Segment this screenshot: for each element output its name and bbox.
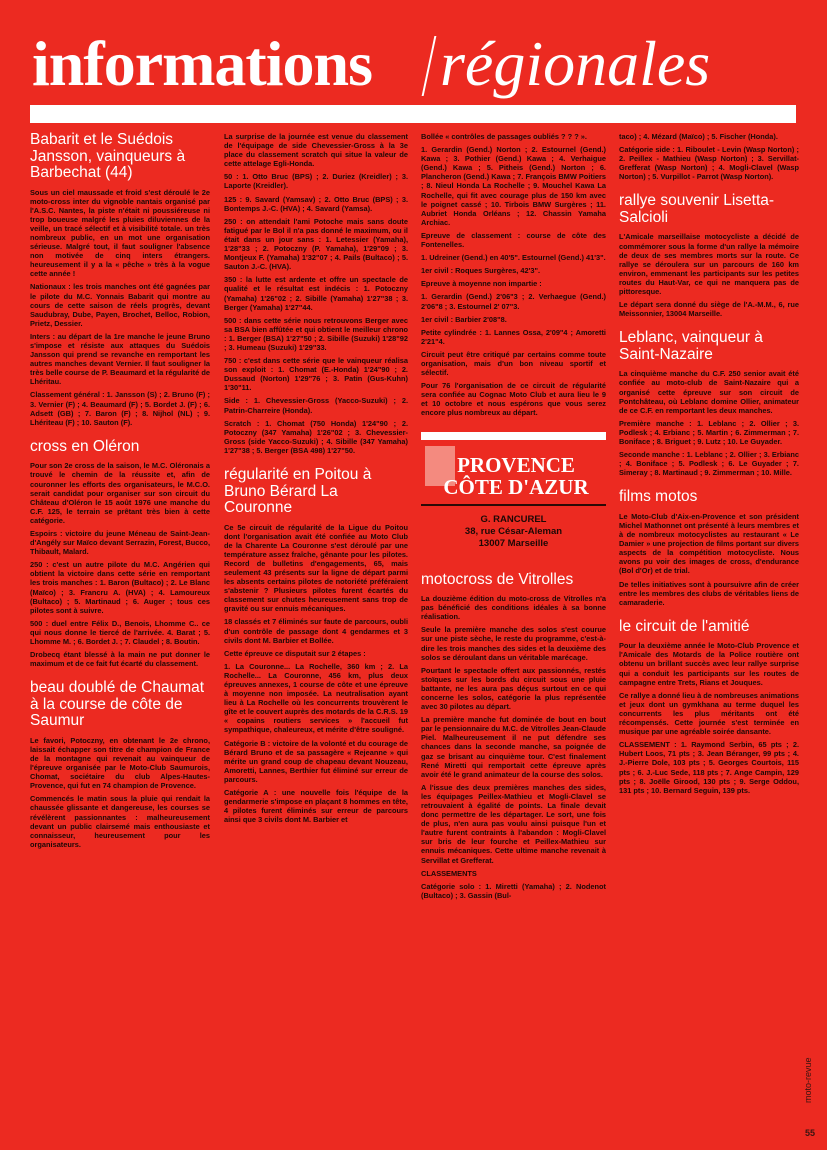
paragraph: 750 : c'est dans cette série que le vainqueur réalisa son exploit : 1. Chomat (E.-Honda) 1'24"90 ; 2. Dussaud (Norton) 1'29"76 ; 3. Patin (Gus-Kuhn) 1'30"11. [224, 356, 408, 393]
paragraph: Side : 1. Chevessier-Gross (Yacco-Suzuki) ; 2. Patrin-Charreire (Honda). [224, 396, 408, 415]
headline-chaumat: beau doublé de Chaumat à la course de côte de Saumur [30, 679, 205, 730]
masthead-bold: informations [32, 28, 372, 99]
masthead-italic: régionales [440, 28, 711, 99]
paragraph: Ce rallye a donné lieu à de nombreuses animations et jeux dont un gymkhana au terme duquel les concurrents les plus méritants ont été récompensés. Cette journée s'est terminée en musique par une agréable soirée dansante. [619, 690, 799, 737]
paragraph: Circuit peut être critiqué par certains comme toute organisation, mais d'un bon niveau sportif et sélectif. [421, 349, 606, 378]
masthead [28, 20, 808, 99]
paragraph: Pour la deuxième année le Moto-Club Provence et l'Amicale des Motards de la Police routière ont obtenu un brillant succès avec leur rallye surprise qui a conduit les participants sur les routes de campagne entre Trets, Rians et Jouques. [619, 641, 799, 687]
paragraph: CLASSEMENTS [421, 868, 477, 878]
paragraph: 1. Gerardin (Gend.) Norton ; 2. Estournel (Gend.) Kawa ; 3. Pothier (Gend.) Kawa ; 4. Verhaigue (Gend.) Kawa ; 5. Pitheis (Gend.) Norton ; 6. Plancheron (Gend.) Kawa ; 7. François BMW Poitiers ; 8. Nieul Honda La Rochelle ; 9. Mouchel Kawa La Rochelle, qui fit avec courage plus de 150 km avec le poignet cassé ; 10. Tirbois BMW Surgères ; 11. Aubriet Honda Orléans ; 12. Chassin Yamaha Archiac. [421, 145, 606, 227]
paragraph: Pour son 2e cross de la saison, le M.C. Oléronais a trouvé le chemin de la réussite et, afin de couronner les efforts des organisateurs, le M.C.O. serait candidat pour organiser sur son circuit du Château d'Oléron le 15 août 1976 une manche du C.F. 125, le terrain se prêtant très bien à cette catégorie. [30, 461, 210, 525]
paragraph: Bollée « contrôles de passages oubliés ? ? ? ». [421, 132, 587, 141]
paragraph: L'Amicale marseillaise motocycliste a décidé de commémorer sous la forme d'un rallye la mémoire de deux de ses membres morts sur la route. Ce rallye se déroulera sur un parcours de 160 km environ, emmenant les participants sur les petites routes du Haut-Var, ce qui ne manquera pas de pittoresque. [619, 232, 799, 297]
ad-street: 38, rue César-Aleman [464, 525, 563, 537]
column-3 [421, 132, 606, 1142]
advertisement [421, 432, 606, 562]
paragraph: Classement général : 1. Jansson (S) ; 2. Bruno (F) ; 3. Vernier (F) ; 4. Beaumard (F) ; 5. Bordet J. (F) ; 6. Adsett (GB) ; 7. Baron (F) ; 8. Nijhol (NL) ; 9. Lhériteau (F) ; 10. Sauton (F). [30, 390, 210, 427]
column-4 [619, 132, 799, 1142]
paragraph: La cinquième manche du C.F. 250 senior avait été confiée au moto-club de Saint-Nazaire qui a organisé cette épreuve sur son circuit de Pontchâteau, où Leblanc domine Ollier, animateur de ce C.F. en remportant les deux manches. [619, 369, 799, 415]
paragraph: CLASSEMENT : 1. Raymond Serbin, 65 pts ; 2. Hubert Loos, 71 pts ; 3. Jean Béranger, 99 pts ; 4. J.-Pierre Dole, 103 pts ; 5. Georges Courtois, 115 pts ; 6. J.-Luc Sede, 118 pts ; 7. Ange Campin, 129 pts ; 8. Joëlle Girood, 130 pts ; 9. Serge Oddou, 131 pts ; 10. Bernard Seguin, 139 pts. [619, 740, 799, 795]
paragraph: La douzième édition du moto-cross de Vitrolles n'a pas bénéficié des conditions idéales à sa bonne réalisation. [421, 594, 606, 622]
paragraph: 250 : on attendait l'ami Potoche mais sans doute fatigué par le Bol il n'a pas donné le maximum, ou il était dans un jour sans : 1. Letessier (Yamaha), 1'28"33 ; 2. Potoczny (P. Yamaha), 1'29"09 ; 3. Montjeux F. (Yamaha) 1'32"07 ; 4. Pails (Bultaco) ; 5. Sauton J.-C. (HVA). [224, 216, 408, 272]
paragraph: La surprise de la journée est venue du classement de l'équipage de side Chevessier-Gross à la 3e place du classement scratch qui situe la valeur de cette attelage Egli-Honda. [224, 132, 408, 169]
paragraph: Espoirs : victoire du jeune Méneau de Saint-Jean-d'Angély sur Maïco devant Serrazin, Forest, Bucco, Thibault, Malard. [30, 529, 210, 557]
paragraph: 1. La Couronne... La Rochelle, 360 km ; 2. La Rochelle... La Couronne, 456 km, plus deux épreuves annexes, 1 course de côte et une épreuve à moyenne non imposée. La neutralisation ayant lieu à La Rochelle où les concurrents trouvèrent le gîte et le couvert auprès des motards de la C.R.S. 19 « copains routiers services » l'accueil fut sympathique, chaleureux, et mérite d'être souligné. [224, 661, 408, 735]
paragraph: Petite cylindrée : 1. Lannes Ossa, 2'09"4 ; Amoretti 2'21"4. [421, 327, 606, 346]
paragraph: 500 : duel entre Félix D., Benois, Lhomme C.. ce qui nous donne le tiercé de l'arrivée. 4. Barat ; 5. Lhomme M. ; 6. Bordet J. ; 7. Claudel ; 8. Boutin. [30, 618, 210, 647]
headline-leblanc: Leblanc, vainqueur à Saint-Nazaire [619, 329, 763, 363]
header-rule [30, 105, 796, 123]
paragraph: Seule la première manche des solos s'est courue sur une piste sèche, le reste du programme, c'est-à-dire les trois manches des sides et la deuxième des solos se déroulant dans un véritable marécage. [421, 625, 606, 662]
paragraph: 1er civil : Barbier 2'08"8. [421, 314, 507, 324]
paragraph: Ce 5e circuit de régularité de la Ligue du Poitou dont l'organisation avait été confiée au Moto Club de la Charente La Couronne s'est déroulé par une température assez fraîche, gênante pour les pilotes. Record de bulletins d'engagements, 65, mais seulement 43 présents sur la ligne de départ parmi les absents certains pilotes de notoriété préféraient s'abstenir ? Plusieurs pilotes furent écartés du classement sur chutes heureusement sans trop de gravité ou sur ennuis mécaniques. [224, 522, 408, 614]
paragraph: 350 : la lutte est ardente et offre un spectacle de qualité et le résultat est indécis : 1. Potoczny (Yamaha) 1'26"02 ; 2. Sibille (Yamaha) 1'27"38 ; 3. Berger (Yamaha) 1'27"44. [224, 275, 408, 312]
paragraph: Sous un ciel maussade et froid s'est déroulé le 2e moto-cross inter du vignoble nantais organisé par l'A.S.C. Nantes, la piste n'était ni poussiéreuse ni trop boueuse malgré les pluies diluviennes de la veille, un tracé sélectif et à visibilité totale. un très nombreux public, en un mot une organisation sérieuse. Malgré tout, il faut souligner l'absence non motivée de cinq inters étrangers. heureusement il y a la « pêche » très à la vogue cette année ! [30, 187, 210, 279]
paragraph: taco) ; 4. Mézard (Maïco) ; 5. Fischer (Honda). [619, 132, 778, 141]
paragraph: Catégorie A : une nouvelle fois l'équipe de la gendarmerie s'impose en plaçant 8 hommes en tête, 4 pilotes furent éliminés sur erreur de parcours ainsi que 3 civils dont M. Barbier et [224, 788, 408, 825]
paragraph: Cette épreuve ce disputait sur 2 étapes : [224, 648, 366, 658]
paragraph: Le départ sera donné du siège de l'A.-M.M., 6, rue Meissonnier, 13004 Marseille. [619, 300, 799, 319]
paragraph: Pour 76 l'organisation de ce circuit de régularité sera confiée au Cognac Moto Club et aura lieu le 9 et 10 octobre et nous espérons que vous serez encore plus nombreux au départ. [421, 381, 606, 418]
paragraph: Epreuve de classement : course de côte des Fontenelles. [421, 230, 606, 250]
paragraph: Epreuve à moyenne non impartie : [421, 279, 542, 289]
paragraph: Seconde manche : 1. Leblanc ; 2. Ollier ; 3. Erbianc ; 4. Boniface ; 5. Podlesk ; 6. Le Guyader ; 7. Simeray ; 8. Martinaud ; 9. Zimmerman ; 10. Mille. [619, 450, 799, 478]
paragraph: La première manche fut dominée de bout en bout par le pensionnaire du M.C. de Vitrolles Jean-Claude Piel. Malheureusement il ne put défendre ses chances dans la seconde manche, sa poignée de gaz se brisant au cinquième tour. C'est finalement René Miretti qui remportait cette épreuve après avoir été le grand animateur de la course des solos. [421, 715, 606, 779]
column-2 [224, 132, 408, 1142]
headline-barbechat: Babarit et le Suédois Jansson, vainqueurs à Barbechat (44) [30, 132, 186, 181]
paragraph: Commencés le matin sous la pluie qui rendait la chaussée glissante et dangereuse, les courses se révélèrent passionnantes : malheureusement devant un public clairsemé mais enthousiaste et connaisseur, heureusement pour les organisateurs. [30, 794, 210, 849]
ad-divider [421, 504, 606, 506]
headline-amitie: le circuit de l'amitié [619, 617, 750, 635]
paragraph: A l'issue des deux premières manches des sides, les équipages Peillex-Mathieu et Mogli-Clavel se retrouvaient à égalité de points. La finale devait donc permettre de les départager. Le sort, une fois de plus, n'en aura pas voulu ainsi puisque l'un et l'autre furent contraints à l'abandon : Mogli-Clavel sur bris de leur fourche et Peillex-Mathieu sur ennuis mécaniques. Cette ultime manche revenait à Servillat et Grefferat. [421, 782, 606, 865]
paragraph: 18 classés et 7 éliminés sur faute de parcours, oubli d'un contrôle de passage dont 4 gendarmes et 3 civils dont M. Barbier et Bollée. [224, 617, 408, 645]
paragraph: Le favori, Potoczny, en obtenant le 2e chrono, laissait échapper son titre de champion de France de la montagne qui revenait au vainqueur de l'épreuve organisée par le Moto-Club Saumurois, Chomat, sociétaire du club Alpes-Hautes-Provence, qui fut en 74 champion de Provence. [30, 735, 210, 791]
paragraph: Scratch : 1. Chomat (750 Honda) 1'24"90 ; 2. Potoczny (347 Yamaha) 1'26"02 ; 3. Chevessier-Gross (side Yacco-Suzuki) ; 4. Sibille (347 Yamaha) 1'27"38 ; 5. Berger (BSA 498) 1'27"50. [224, 418, 408, 455]
paragraph: 50 : 1. Otto Bruc (BPS) ; 2. Duriez (Kreidler) ; 3. Laporte (Kreidler). [224, 172, 408, 191]
ad-top-bar [421, 432, 606, 440]
paragraph: 1. Udreiner (Gend.) en 40'5". Estournel (Gend.) 41'3". [421, 253, 606, 263]
headline-poitou: régularité en Poitou à Bruno Bérard La Couronne [224, 466, 372, 516]
paragraph: De telles initiatives sont à poursuivre afin de créer entre les membres des clubs de véritables liens de camaraderie. [619, 579, 799, 607]
paragraph: 1. Gerardin (Gend.) 2'06"3 ; 2. Verhaegue (Gend.) 2'06"8 ; 3. Estournel 2' 07"3. [421, 292, 606, 311]
paragraph: Nationaux : les trois manches ont été gagnées par le pilote du M.C. Yonnais Babarit qui montre au cours de cette saison de réels progrès, devant Saudubray, Dube, Payen, Brochet, Belloc, Robion, Prietz, Dessier. [30, 282, 210, 328]
paragraph: Catégorie solo : 1. Miretti (Yamaha) ; 2. Nodenot (Bultaco) ; 3. Gassin (Bul- [421, 881, 606, 900]
paragraph: 1er civil : Roques Surgères, 42'3". [421, 266, 541, 276]
ad-title: PROVENCE CÔTE D'AZUR [443, 452, 589, 499]
headline-oleron: cross en Oléron [30, 437, 140, 455]
headline-lisetta: rallye souvenir Lisetta-Salcioli [619, 192, 775, 226]
paragraph: 125 : 9. Savard (Yamsav) ; 2. Otto Bruc (BPS) ; 3. Bontemps J.-C. (HVA) ; 4. Savard (Yamsa). [224, 194, 408, 213]
headline-vitrolles: motocross de Vitrolles [421, 570, 574, 588]
paragraph: 500 : dans cette série nous retrouvons Berger avec sa BSA bien affûtée et qui obtient le meilleur chrono : 1. Berger (BSA) 1'27"50 ; 2. Sibille (Suzuki) 1'28"92 ; 3. Humeau (Suzuki) 1'29"33. [224, 315, 408, 352]
paragraph: Le Moto-Club d'Aix-en-Provence et son président Michel Mathonnet ont présenté à leurs membres et à de nombreux motocyclistes au restaurant « Le Damier » une projection de films portant sur divers aspects de la compétition motocycliste. Nous avons pu voir des images de cross, d'endurance (Bol d'Or) et de trial. [619, 511, 799, 576]
paragraph: Catégorie B : victoire de la volonté et du courage de Bérard Bruno et de sa passagère « Rejeanne » qui mérite un grand coup de chapeau devant Nouzeau, Amoretti, Lannes, Berthier fut éliminé sur erreur de parcours. [224, 738, 408, 784]
paragraph: Drobecq étant blessé à la main ne put donner le maximum et de ce fait fut écarté du classement. [30, 650, 210, 669]
ad-name: G. RANCUREL [480, 513, 547, 525]
paragraph: Inters : au départ de la 1re manche le jeune Bruno s'impose et résiste aux attaques du Suédois Jansson qui prend se revanche en remportant les autres manches devant Vernier. Il faut souligner la très belle course de P. Beaumard et la régularité de Lhéritau. [30, 331, 210, 387]
paragraph: Pourtant le spectacle offert aux passionnés, restés stoïques sur les bords du circuit sous une pluie battante, ne les aura pas déçus surtout en ce qui concerne les solos, catégorie la plus représentée avec 30 pilotes au départ. [421, 665, 606, 712]
page-number: 55 [804, 1128, 815, 1138]
paragraph: Catégorie side : 1. Riboulet - Levin (Wasp Norton) ; 2. Peillex - Mathieu (Wasp Norton) ; 3. Servillat-Grefferat (Wasp Norton) ; 4. Mogli-Clavel (Wasp Norton) ; 5. Vurpillot - Parrot (Wasp Norton). [619, 145, 799, 182]
ad-city: 13007 Marseille [478, 537, 549, 549]
paragraph: 250 : c'est un autre pilote du M.C. Angérien qui obtient la victoire dans cette série en remportant les trois manches : 1. Baron (Bultaco) ; 2. Le Blanc (Maïco) ; 3. Francru A. (HVA) ; 4. Lamoureux (Bultaco) ; 5. Martinaud ; 6. Auger ; tous ces pilotes sont à suivre. [30, 560, 210, 615]
column-1 [30, 132, 210, 1142]
paragraph: Première manche : 1. Leblanc ; 2. Ollier ; 3. Podlesk ; 4. Erbianc ; 5. Martin ; 6. Zimmerman ; 7. Boniface ; 8. Briguet ; 9. Lutz ; 10. Le Guyader. [619, 418, 799, 446]
side-credit: moto-revue [803, 1057, 813, 1103]
headline-films: films motos [619, 488, 698, 506]
masthead-slash [422, 36, 437, 96]
ad-address [421, 514, 606, 550]
